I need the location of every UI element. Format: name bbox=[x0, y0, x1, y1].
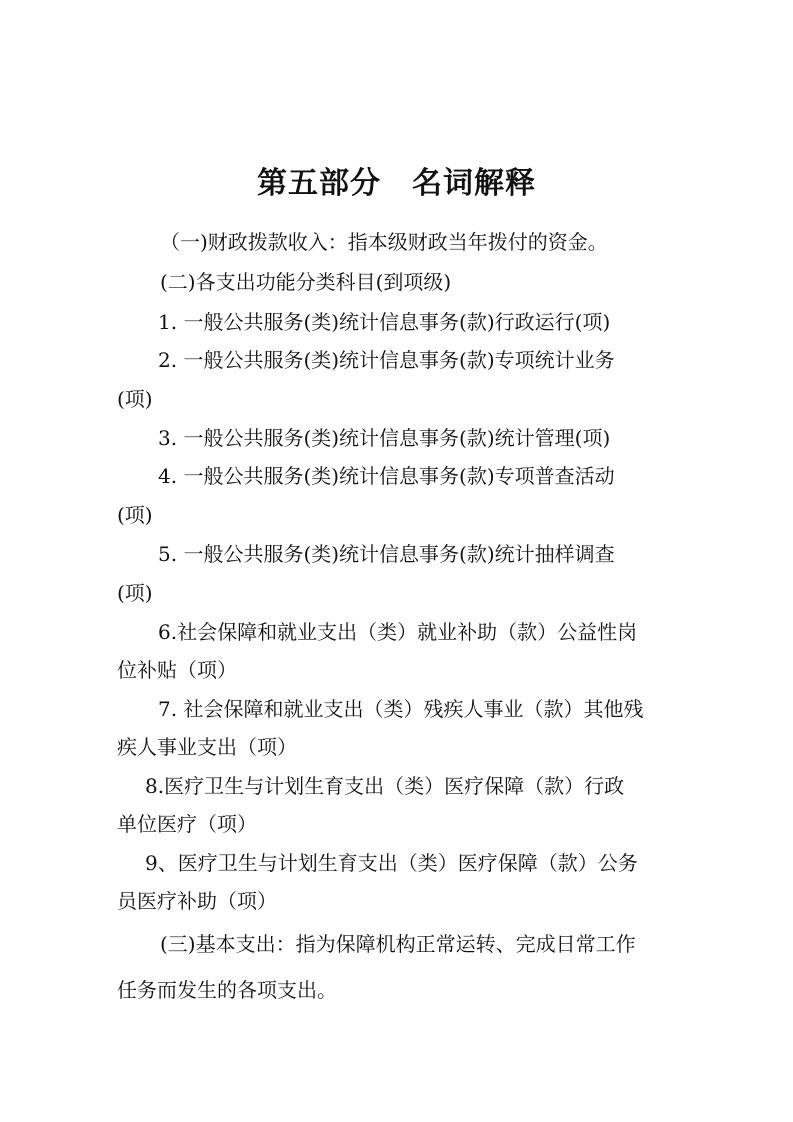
definition-fiscal-appropriation: （一)财政拨款收入：指本级财政当年拨付的资金。 bbox=[160, 230, 608, 254]
page-title: 第五部分 名词解释 bbox=[257, 166, 536, 201]
list-item-7-continued: 疾人事业支出（项） bbox=[117, 735, 297, 759]
list-item-8: 8.医疗卫生与计划生育支出（类）医疗保障（款）行政 bbox=[145, 774, 625, 798]
list-item-8-continued: 单位医疗（项） bbox=[117, 812, 257, 836]
list-item-4-continued: (项) bbox=[117, 503, 153, 527]
list-item-5-continued: (项) bbox=[117, 581, 153, 605]
definition-basic-expenditure: (三)基本支出：指为保障机构正常运转、完成日常工作 bbox=[160, 932, 636, 956]
list-item-4: 4. 一般公共服务(类)统计信息事务(款)专项普查活动 bbox=[158, 464, 615, 488]
list-item-9-continued: 员医疗补助（项） bbox=[117, 889, 277, 913]
list-item-5: 5. 一般公共服务(类)统计信息事务(款)统计抽样调查 bbox=[158, 542, 615, 566]
list-item-3: 3. 一般公共服务(类)统计信息事务(款)统计管理(项) bbox=[158, 426, 611, 450]
section-functional-classification: (二)各支出功能分类科目(到项级) bbox=[160, 270, 452, 294]
definition-basic-expenditure-continued: 任务而发生的各项支出。 bbox=[117, 978, 337, 1002]
list-item-1: 1. 一般公共服务(类)统计信息事务(款)行政运行(项) bbox=[158, 310, 611, 334]
list-item-9: 9、医疗卫生与计划生育支出（类）医疗保障（款）公务 bbox=[145, 851, 638, 875]
list-item-6-continued: 位补贴（项） bbox=[117, 658, 237, 682]
list-item-2: 2. 一般公共服务(类)统计信息事务(款)专项统计业务 bbox=[158, 348, 615, 372]
list-item-7: 7. 社会保障和就业支出（类）残疾人事业（款）其他残 bbox=[158, 697, 644, 721]
list-item-6: 6.社会保障和就业支出（类）就业补助（款）公益性岗 bbox=[158, 620, 638, 644]
list-item-2-continued: (项) bbox=[117, 387, 153, 411]
